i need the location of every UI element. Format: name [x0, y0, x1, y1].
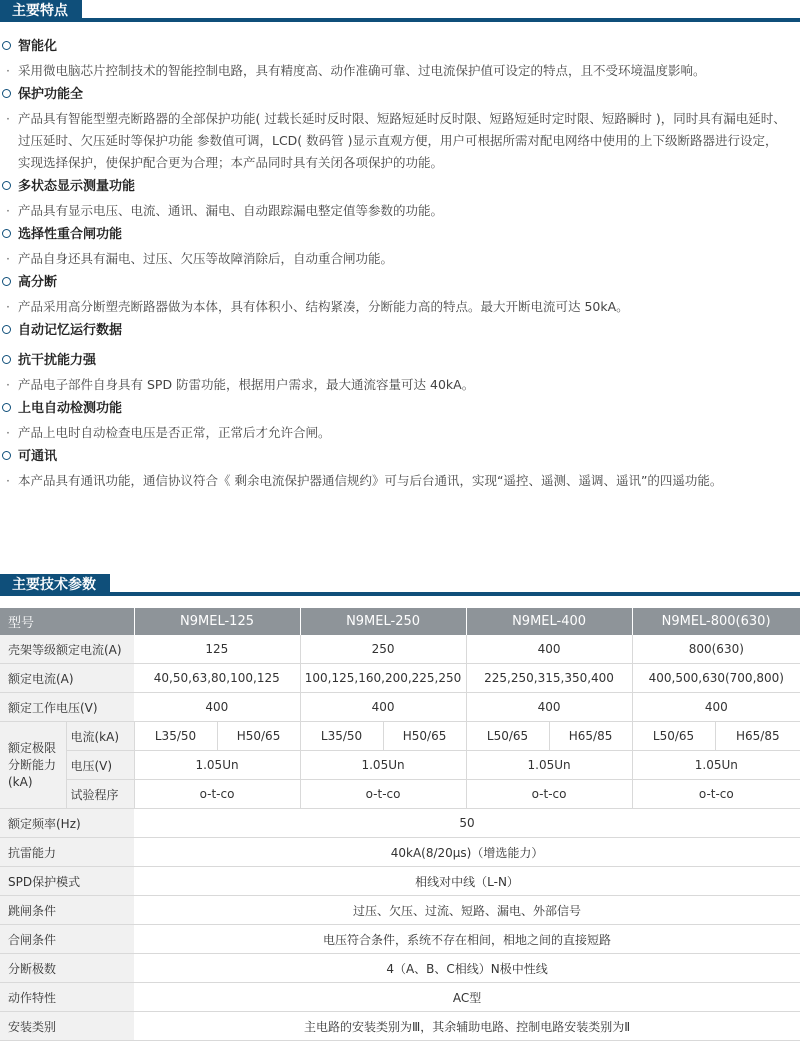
cell-value: 过压、欠压、过流、短路、漏电、外部信号	[134, 896, 800, 925]
table-row	[0, 693, 800, 722]
table-row	[0, 838, 800, 867]
row-label: 分断极数	[0, 954, 134, 983]
feature-desc: · 产品具有显示电压、电流、通讯、漏电、自动跟踪漏电整定值等参数的功能。	[0, 200, 800, 222]
cell-value: 400	[632, 693, 800, 722]
feature-desc: · 产品上电时自动检查电压是否正常，正常后才允许合闸。	[0, 422, 800, 444]
row-label: 电流(kA)	[66, 722, 134, 751]
feature-desc: · 本产品具有通讯功能，通信协议符合《 剩余电流保护器通信规约》可与后台通讯，实现“遥控、遥测、遥调、遥讯”的四遥功能。	[0, 470, 800, 492]
row-label: 电压(V)	[66, 751, 134, 780]
circle-bullet-icon	[2, 41, 11, 50]
header-label: 型号	[0, 608, 134, 635]
table-row	[0, 983, 800, 1012]
feature-title: 选择性重合闸功能	[0, 222, 800, 248]
table-row	[0, 896, 800, 925]
dot-bullet-icon: ·	[6, 251, 10, 266]
feature-title: 高分断	[0, 270, 800, 296]
feature-desc: · 产品电子部件自身具有 SPD 防雷功能，根据用户需求，最大通流容量可达 40kA。	[0, 374, 800, 396]
cell-value: H50/65	[383, 722, 466, 751]
feature-title: 可通讯	[0, 444, 800, 470]
circle-bullet-icon	[2, 451, 11, 460]
cell-value: 400	[134, 693, 300, 722]
breaking-group-label: 额定极限分断能力(kA)	[0, 722, 66, 809]
cell-value: L50/65	[466, 722, 549, 751]
cell-value: 40kA(8/20μs)（增选能力）	[134, 838, 800, 867]
row-label: 跳闸条件	[0, 896, 134, 925]
row-label: 动作特性	[0, 983, 134, 1012]
table-row	[0, 722, 800, 751]
cell-value: o-t-co	[466, 780, 632, 809]
feature-title: 多状态显示测量功能	[0, 174, 800, 200]
cell-value: L35/50	[300, 722, 383, 751]
table-row	[0, 780, 800, 809]
row-label: 壳架等级额定电流(A)	[0, 635, 134, 664]
feature-desc: · 产品具有智能型塑壳断路器的全部保护功能( 过载长延时反时限、短路短延时反时限、短路短延时定时限、短路瞬时 )，同时具有漏电延时、 过压延时、欠压延时等保护功能 参数值可调，LCD( 数码管 )显示直观方便，用户可根据所需对配电网络中使用的上下级断路器进行设定， 实现选择保护，使保护配合更为合理；本产品同时具有关闭各项保护的功能。	[0, 108, 800, 174]
circle-bullet-icon	[2, 325, 11, 334]
cell-value: 100,125,160,200,225,250	[300, 664, 466, 693]
table-row	[0, 925, 800, 954]
dot-bullet-icon: ·	[6, 111, 10, 126]
dot-bullet-icon: ·	[6, 203, 10, 218]
dot-bullet-icon: ·	[6, 63, 10, 78]
cell-value: AC型	[134, 983, 800, 1012]
table-row	[0, 751, 800, 780]
cell-value: 电压符合条件，系统不存在相间，相地之间的直接短路	[134, 925, 800, 954]
features-list	[0, 34, 800, 492]
table-row	[0, 635, 800, 664]
table-row	[0, 809, 800, 838]
cell-value: 1.05Un	[632, 751, 800, 780]
params-section-bar	[0, 592, 800, 596]
spec-table	[0, 608, 800, 1041]
row-label: 合闸条件	[0, 925, 134, 954]
dot-bullet-icon: ·	[6, 299, 10, 314]
model-header: N9MEL-800(630)	[632, 608, 800, 635]
model-header: N9MEL-125	[134, 608, 300, 635]
feature-title: 抗干扰能力强	[0, 348, 800, 374]
cell-value: 125	[134, 635, 300, 664]
row-label: 抗雷能力	[0, 838, 134, 867]
cell-value: H65/85	[549, 722, 632, 751]
cell-value: 1.05Un	[300, 751, 466, 780]
model-header: N9MEL-250	[300, 608, 466, 635]
row-label: 试验程序	[66, 780, 134, 809]
dot-bullet-icon: ·	[6, 473, 10, 488]
circle-bullet-icon	[2, 181, 11, 190]
circle-bullet-icon	[2, 89, 11, 98]
row-label: SPD保护模式	[0, 867, 134, 896]
circle-bullet-icon	[2, 355, 11, 364]
feature-title: 保护功能全	[0, 82, 800, 108]
cell-value: 4（A、B、C相线）N极中性线	[134, 954, 800, 983]
model-header: N9MEL-400	[466, 608, 632, 635]
table-row	[0, 1012, 800, 1041]
feature-title: 智能化	[0, 34, 800, 60]
cell-value: L50/65	[632, 722, 715, 751]
feature-title: 上电自动检测功能	[0, 396, 800, 422]
cell-value: 主电路的安装类别为Ⅲ，其余辅助电路、控制电路安装类别为Ⅱ	[134, 1012, 800, 1041]
cell-value: 1.05Un	[134, 751, 300, 780]
cell-value: 400	[300, 693, 466, 722]
cell-value: 1.05Un	[466, 751, 632, 780]
cell-value: 250	[300, 635, 466, 664]
feature-desc: · 产品采用高分断塑壳断路器做为本体，具有体积小、结构紧凑，分断能力高的特点。最大开断电流可达 50kA。	[0, 296, 800, 318]
cell-value: 50	[134, 809, 800, 838]
features-section-bar	[0, 18, 800, 22]
cell-value: H65/85	[715, 722, 800, 751]
dot-bullet-icon: ·	[6, 377, 10, 392]
cell-value: H50/65	[217, 722, 300, 751]
row-label: 额定频率(Hz)	[0, 809, 134, 838]
cell-value: 800(630)	[632, 635, 800, 664]
cell-value: 400	[466, 635, 632, 664]
cell-value: 400	[466, 693, 632, 722]
circle-bullet-icon	[2, 277, 11, 286]
circle-bullet-icon	[2, 229, 11, 238]
cell-value: o-t-co	[300, 780, 466, 809]
table-row	[0, 867, 800, 896]
cell-value: 400,500,630(700,800)	[632, 664, 800, 693]
cell-value: 相线对中线（L-N）	[134, 867, 800, 896]
cell-value: o-t-co	[632, 780, 800, 809]
features-section-title: 主要特点	[0, 0, 82, 22]
cell-value: o-t-co	[134, 780, 300, 809]
cell-value: 225,250,315,350,400	[466, 664, 632, 693]
row-label: 额定工作电压(V)	[0, 693, 134, 722]
table-row	[0, 664, 800, 693]
feature-desc: · 产品自身还具有漏电、过压、欠压等故障消除后，自动重合闸功能。	[0, 248, 800, 270]
cell-value: 40,50,63,80,100,125	[134, 664, 300, 693]
table-header-row	[0, 608, 800, 635]
table-row	[0, 954, 800, 983]
feature-title: 自动记忆运行数据	[0, 318, 800, 344]
circle-bullet-icon	[2, 403, 11, 412]
feature-desc: · 采用微电脑芯片控制技术的智能控制电路，具有精度高、动作准确可靠、过电流保护值可设定的特点，且不受环境温度影响。	[0, 60, 800, 82]
cell-value: L35/50	[134, 722, 217, 751]
row-label: 安装类别	[0, 1012, 134, 1041]
dot-bullet-icon: ·	[6, 425, 10, 440]
row-label: 额定电流(A)	[0, 664, 134, 693]
params-section-title: 主要技术参数	[0, 574, 110, 596]
